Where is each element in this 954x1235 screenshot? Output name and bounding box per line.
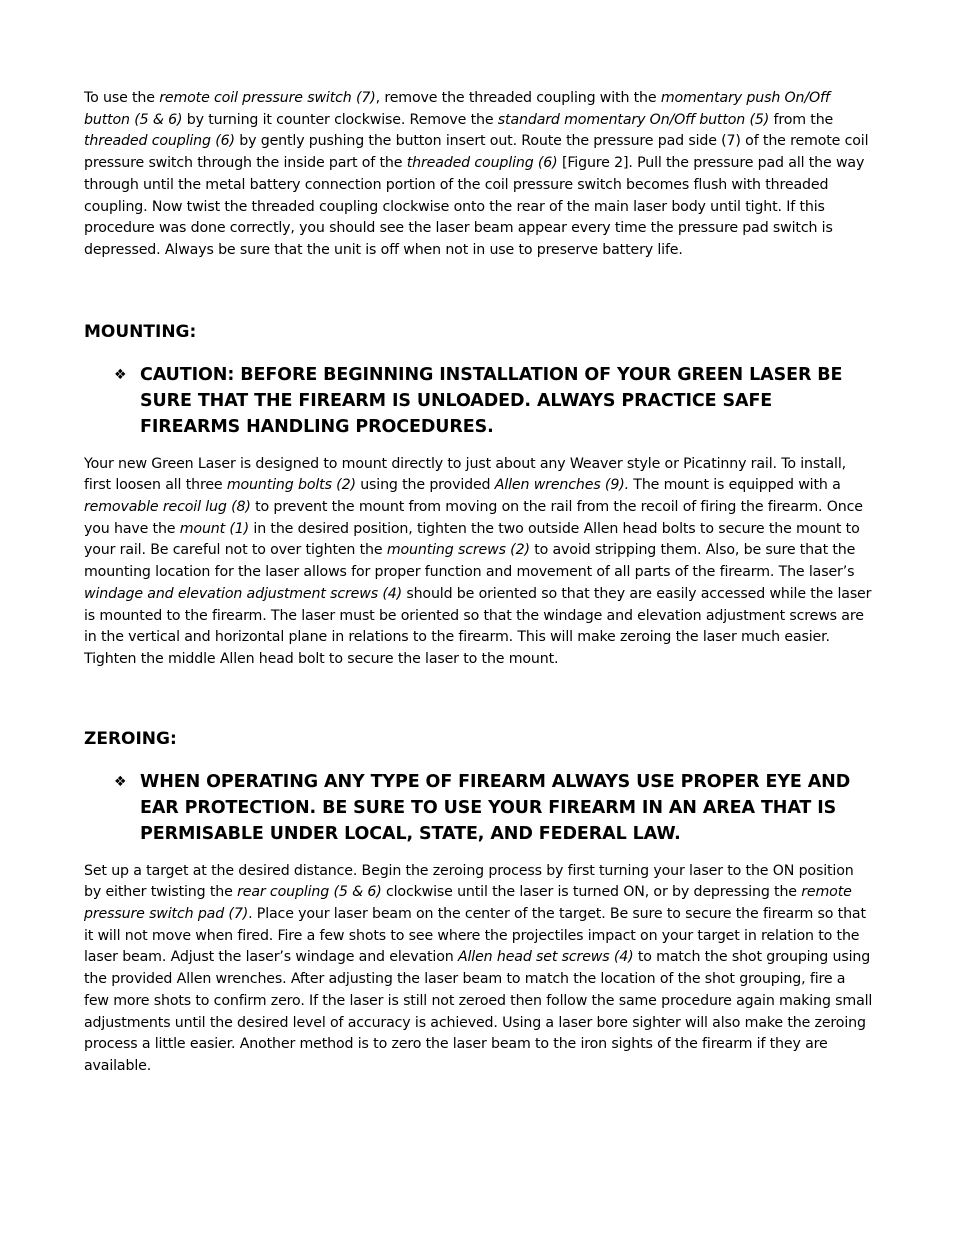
text-run: [Figure 2]. Pull the pressure pad all the way through until the metal battery connection portion of the coil pressure switch becomes flush with threaded coupling. Now twist the threaded coupling clockwise onto the rear of the main laser body until tight. If this procedure was done correctly, you should see the laser beam appear every time the pressure pad switch is depressed. Always be sure that the unit is off when not in use to preserve battery life.	[84, 155, 865, 258]
italic-reference: remote pressure switch pad (7)	[84, 884, 852, 923]
document-page	[84, 88, 874, 1078]
text-run: . Place your laser beam on the center of the target. Be sure to secure the firearm so that it will not move when fired. Fire a few shots to see where the projectiles impact on your target in relation to the laser beam. Adjust the laser’s windage and elevation	[84, 906, 866, 966]
mounting-heading: MOUNTING:	[84, 321, 197, 342]
italic-reference: windage and elevation adjustment screws (4)	[84, 585, 402, 602]
intro-paragraph	[84, 88, 874, 262]
italic-reference: removable recoil lug (8)	[84, 499, 251, 516]
italic-reference: remote coil pressure switch (7)	[159, 90, 376, 106]
text-run: by turning it counter clockwise. Remove the	[182, 111, 498, 128]
italic-reference: mounting screws (2)	[386, 542, 530, 559]
text-run: to match the shot grouping using the provided Allen wrenches. After adjusting the laser beam to match the location of the shot grouping, fire a few more shots to confirm zero. If the laser is still not zeroed then follow the same procedure again making small adjustments until the desired level of accuracy is achieved. Using a laser bore sighter will also make the zeroing process a little easier. Another method is to zero the laser beam to the iron sights of the firearm if they are available.	[84, 949, 873, 1074]
italic-reference: threaded coupling (6)	[84, 133, 235, 150]
italic-reference: threaded coupling (6)	[406, 155, 558, 172]
text-run: To use the	[84, 90, 160, 106]
text-run: The mount is equipped with a	[628, 477, 841, 494]
italic-reference: mounting bolts (2)	[226, 477, 356, 494]
text-run: using the provided	[355, 477, 495, 494]
zeroing-heading: ZEROING:	[84, 728, 177, 749]
italic-reference: rear coupling (5 & 6)	[237, 884, 382, 901]
text-run: Set up a target at the desired distance. Begin the zeroing process by first turning your laser to the ON position by either twisting the	[84, 862, 854, 901]
text-run: , remove the threaded coupling with the	[375, 90, 661, 106]
italic-reference: Allen wrenches (9).	[494, 477, 629, 494]
italic-reference: momentary push On/Off button (5 & 6)	[84, 90, 830, 128]
diamond-bullet-icon: ❖	[114, 773, 127, 790]
diamond-bullet-icon: ❖	[114, 366, 127, 383]
text-run: by gently pushing the button insert out. Route the pressure pad side (7) of the remote coil pressure switch through the inside part of the	[84, 133, 869, 172]
italic-reference: mount (1)	[179, 520, 250, 537]
zeroing-caution-text: WHEN OPERATING ANY TYPE OF FIREARM ALWAYS USE PROPER EYE AND EAR PROTECTION. BE SURE TO USE YOUR FIREARM IN AN AREA THAT IS PERMISABLE UNDER LOCAL, STATE, AND FEDERAL LAW.	[140, 771, 851, 844]
text-run: from the	[769, 111, 834, 128]
zeroing-caution	[84, 769, 874, 847]
mounting-paragraph	[84, 454, 874, 671]
text-run: to prevent the mount from moving on the rail from the recoil of firing the firearm. Once you have the	[84, 499, 863, 537]
mounting-caution	[84, 362, 874, 440]
text-run: to avoid stripping them. Also, be sure that the mounting location for the laser allows for proper function and movement of all parts of the firearm. The laser’s	[84, 542, 856, 581]
text-run: Your new Green Laser is designed to mount directly to just about any Weaver style or Picatinny rail. To install, first loosen all three	[84, 455, 846, 494]
mounting-caution-text: CAUTION: BEFORE BEGINNING INSTALLATION OF YOUR GREEN LASER BE SURE THAT THE FIREARM IS UNLOADED. ALWAYS PRACTICE SAFE FIREARMS HANDLING PROCEDURES.	[140, 364, 843, 437]
italic-reference: standard momentary On/Off button (5)	[497, 111, 770, 128]
italic-reference: Allen head set screws (4)	[457, 949, 634, 966]
zeroing-paragraph	[84, 861, 874, 1078]
text-run: in the desired position, tighten the two outside Allen head bolts to secure the mount to your rail. Be careful not to over tighten the	[84, 520, 860, 559]
text-run: should be oriented so that they are easily accessed while the laser is mounted to the firearm. The laser must be oriented so that the windage and elevation adjustment screws are in the vertical and horizontal plane in relations to the firearm. This will make zeroing the laser much easier. Tighten the middle Allen head bolt to secure the laser to the mount.	[84, 585, 872, 667]
text-run: clockwise until the laser is turned ON, or by depressing the	[381, 884, 802, 901]
